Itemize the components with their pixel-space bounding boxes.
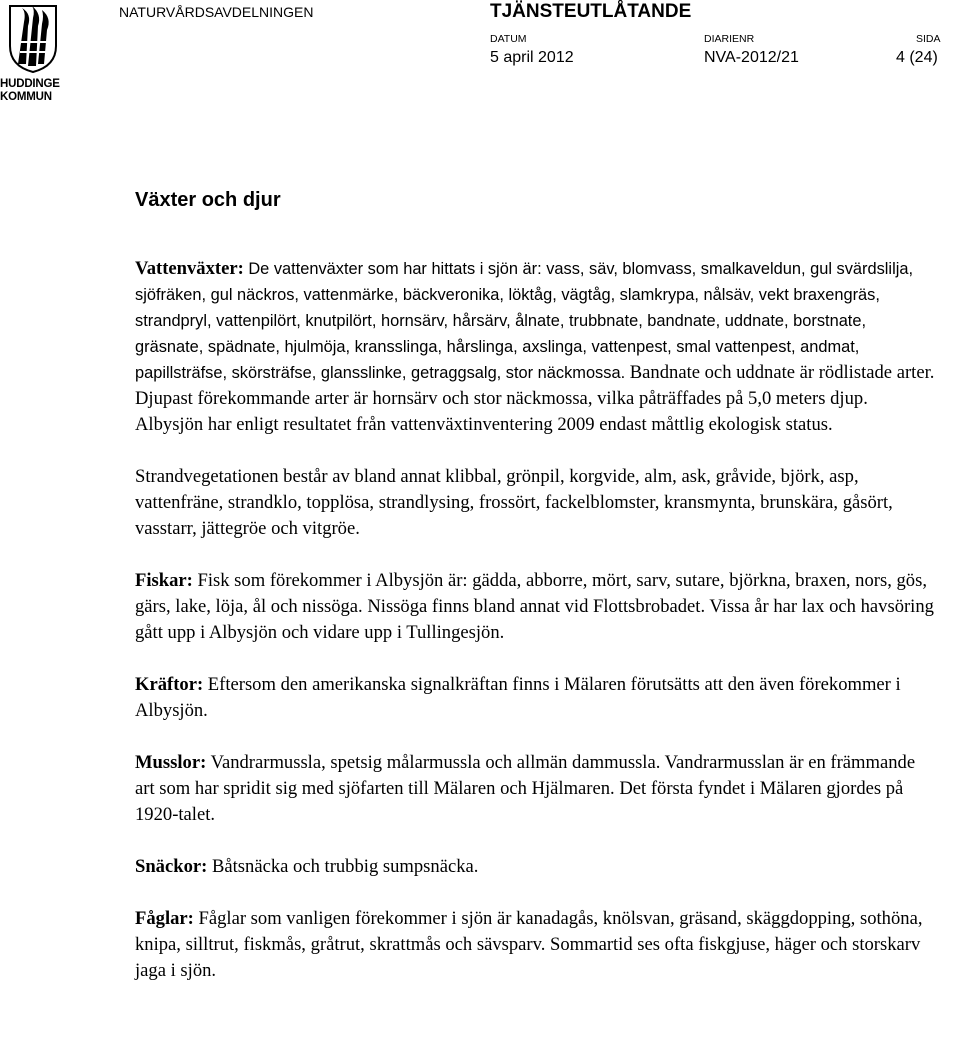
department-name: NATURVÅRDSAVDELNINGEN [119, 4, 314, 20]
document-body [135, 186, 935, 984]
paragraph-vattenvaxter [135, 256, 935, 438]
document-header [0, 0, 960, 110]
paragraph-text: Vandrarmussla, spetsig målarmussla och allmän dammussla. Vandrarmusslan är en främmande art som har spridit sig med sjöfarten till Mälaren och Hjälmaren. Det första fyndet i Mälaren gjordes på 1920-talet. [135, 752, 916, 825]
reference-label: DIARIENR [704, 33, 755, 45]
paragraph-text: Eftersom den amerikanska signalkräftan finns i Mälaren förutsätts att den även förekommer i Albysjön. [135, 674, 901, 721]
reference-value: NVA-2012/21 [704, 49, 799, 66]
page-label: SIDA [916, 33, 941, 45]
paragraph-lead: Snäckor: [135, 856, 208, 877]
paragraph-fiskar [135, 568, 935, 646]
paragraph-text: Fåglar som vanligen förekommer i sjön är kanadagås, knölsvan, gräsand, skäggdopping, sothöna, knipa, silltrut, fiskmås, gråtrut, skrattmås och sävsparv. Sommartid ses ofta fiskgjuse, häger och storskarv jaga i sjön. [135, 908, 923, 981]
document-type: TJÄNSTEUTLÅTANDE [490, 1, 692, 22]
paragraph-text: Fisk som förekommer i Albysjön är: gädda, abborre, mört, sarv, sutare, björkna, braxen, nors, gös, gärs, lake, löja, ål och nissöga. Nissöga finns bland annat vid Flottsbrobadet. Vissa år har lax och havsöring gått upp i Albysjön och vidare upp i Tullingesjön. [135, 570, 934, 643]
section-title: Växter och djur [135, 189, 281, 211]
paragraph-lead: Fåglar: [135, 908, 194, 929]
page-number: 4 (24) [896, 49, 938, 66]
paragraph-text-continued: Bandnate och uddnate är rödlistade arter. Djupast förekommande arter är hornsärv och stor näckmossa, vilka påträffades på 5,0 meters djup. Albysjön har enligt resultatet från vattenväxtinventering 2009 endast måttlig ekologisk status. [135, 362, 935, 435]
logo-text-line2: KOMMUN [0, 91, 52, 103]
paragraph-kraftor [135, 672, 935, 724]
date-value: 5 april 2012 [490, 49, 574, 66]
paragraph-strandvegetation: Strandvegetationen består av bland annat klibbal, grönpil, korgvide, alm, ask, gråvide, björk, asp, vattenfräne, strandklo, topplösa, strandlysing, frossört, fackelblomster, kransmynta, brunskära, gåsört, vasstarr, jättegröe och vitgröe. [135, 466, 893, 539]
paragraph-snackor [135, 854, 935, 880]
date-label: DATUM [490, 33, 527, 45]
flame-emblem-icon [8, 2, 58, 74]
paragraph-lead: Vattenväxter: [135, 258, 244, 279]
paragraph-text: Båtsnäcka och trubbig sumpsnäcka. [207, 856, 479, 877]
paragraph-lead: Kräftor: [135, 674, 204, 695]
paragraph-musslor [135, 750, 935, 828]
paragraph-lead: Fiskar: [135, 570, 193, 591]
paragraph-faglar [135, 906, 935, 984]
paragraph-text: De vattenväxter som har hittats i sjön är: vass, säv, blomvass, smalkaveldun, gul svärdslilja, sjöfräken, gul näckros, vattenmärke, bäckveronika, löktåg, vägtåg, slamkrypa, nålsäv, vekt braxengräs, strandpryl, vattenpilört, knutpilört, hornsärv, hårsärv, ålnate, trubbnate, bandnate, uddnate, borstnate, gräsnate, spädnate, hjulmöja, kransslinga, hårslinga, axslinga, vattenpest, smal vattenpest, andmat, papillsträfse, skörsträfse, glansslinke, getraggsalg, stor näckmossa. [135, 260, 914, 382]
logo-text-line1: HUDDINGE [0, 78, 60, 90]
municipality-logo [0, 0, 66, 106]
paragraph-lead: Musslor: [135, 752, 207, 773]
